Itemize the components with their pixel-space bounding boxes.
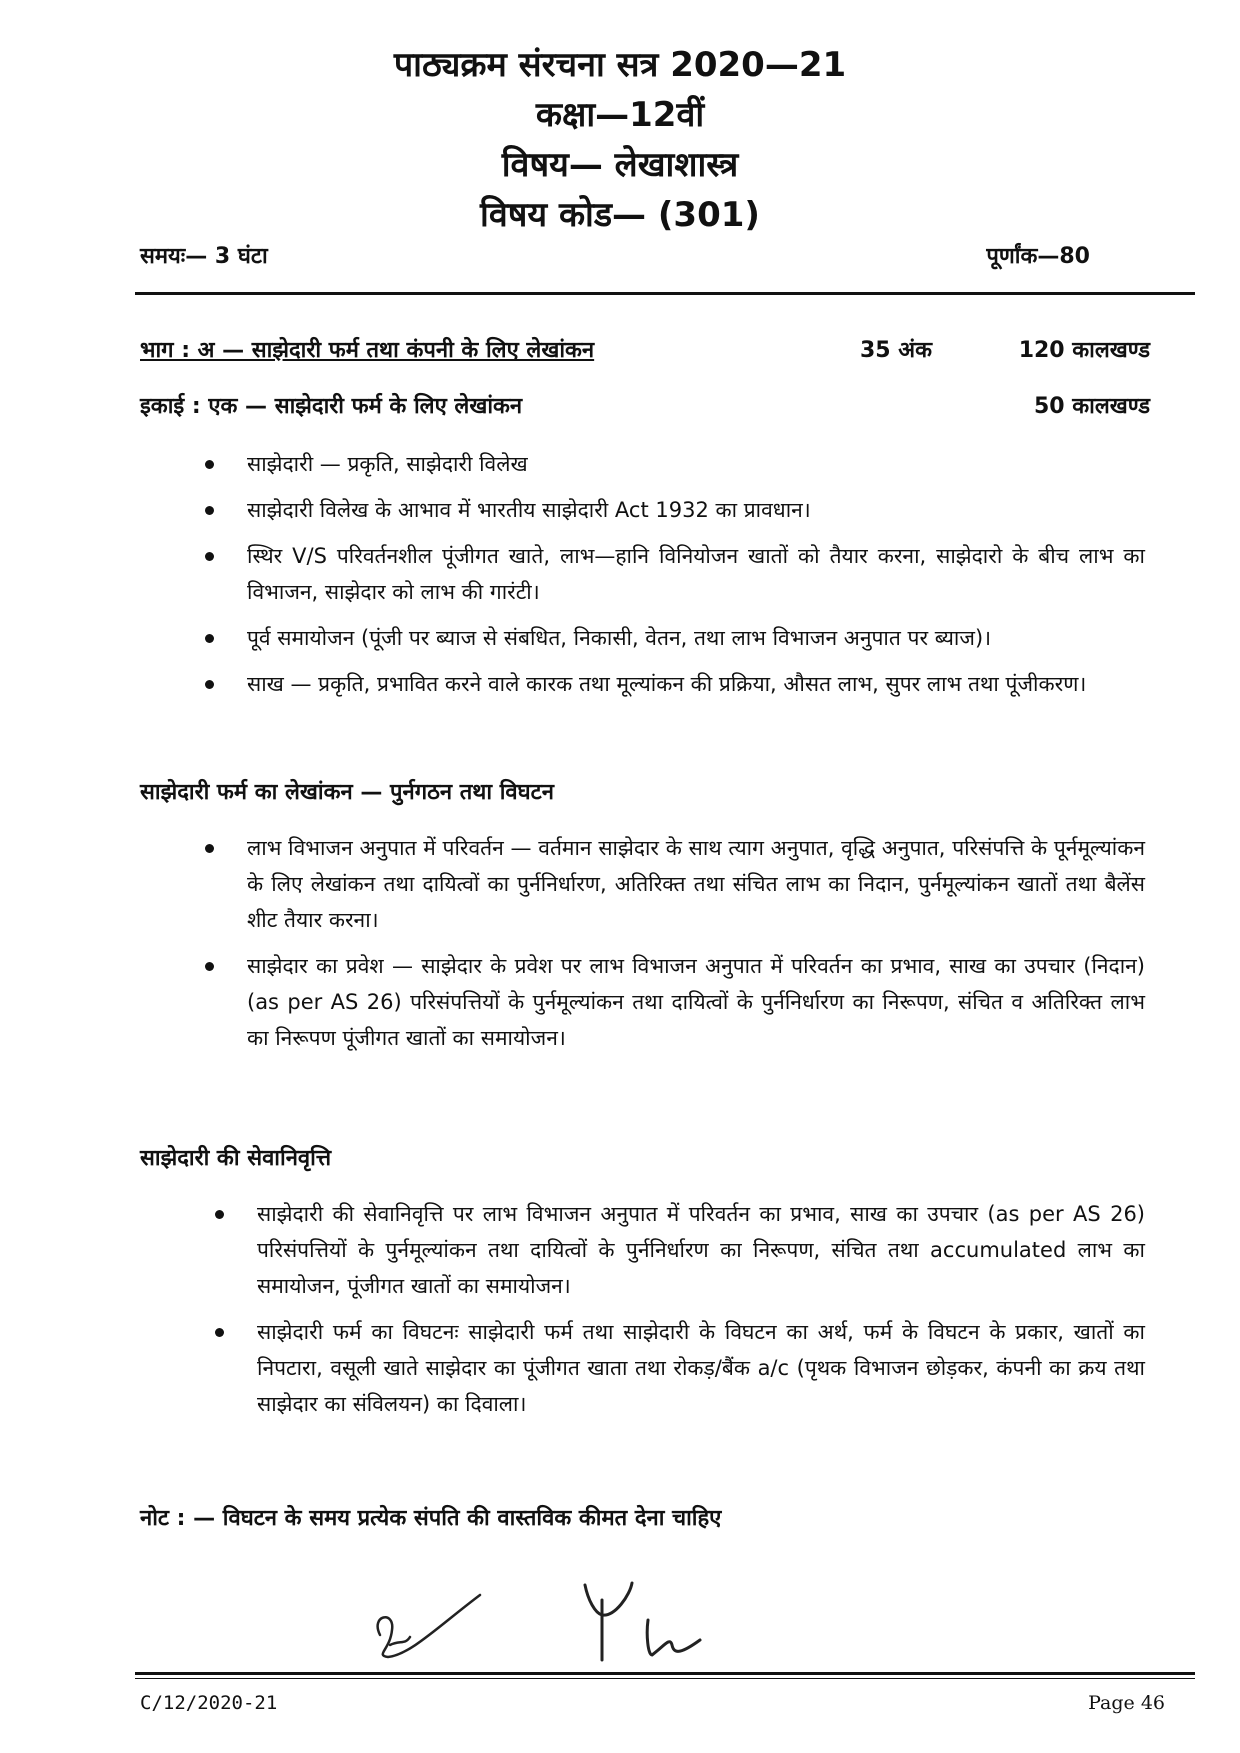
list-item: साझेदारी की सेवानिवृत्ति पर लाभ विभाजन अनुपात में परिवर्तन का प्रभाव, साख का उपचार (as per AS 26) परिसंपत्तियों के पुर्नमूल्यांकन तथा दायित्वों के पुर्ननिर्धारण का निरूपण, संचित तथा accumulated लाभ का समायोजन, पूंजीगत खातों का समायोजन। <box>215 1196 1145 1304</box>
page-number: Page 46 <box>1088 1692 1165 1714</box>
unit-1-list <box>205 446 1145 712</box>
bullet-icon <box>205 460 214 469</box>
list-item: साझेदार का प्रवेश — साझेदार के प्रवेश पर लाभ विभाजन अनुपात में परिवर्तन का प्रभाव, साख का उपचार (निदान) (as per AS 26) परिसंपत्तियों के पुर्नमूल्यांकन तथा दायित्वों के पुर्ननिर्धारण का निरूपण, संचित व अतिरिक्त लाभ का निरूपण पूंजीगत खातों का समायोजन। <box>205 948 1145 1056</box>
title-class: कक्षा—12वीं <box>535 95 705 135</box>
bullet-icon <box>205 552 214 561</box>
part-a-title: भाग : अ — साझेदारी फर्म तथा कंपनी के लिए लेखांकन <box>140 338 595 363</box>
list-item: साझेदारी विलेख के आभाव में भारतीय साझेदारी Act 1932 का प्रावधान। <box>205 492 1145 528</box>
retirement-list <box>215 1196 1145 1432</box>
title-subject-code: विषय कोड— (301) <box>480 195 760 235</box>
bullet-icon <box>205 506 214 515</box>
note-text: नोट : — विघटन के समय प्रत्येक संपति की वास्तविक कीमत देना चाहिए <box>140 1506 722 1531</box>
reconstitution-list <box>205 830 1145 1066</box>
footer-divider-thin <box>135 1678 1195 1679</box>
bullet-icon <box>215 1210 224 1219</box>
list-item: साझेदारी — प्रकृति, साझेदारी विलेख <box>205 446 1145 482</box>
signatures <box>370 1575 730 1665</box>
bullet-icon <box>205 634 214 643</box>
document-code: C/12/2020-21 <box>140 1692 278 1714</box>
unit-1-title: इकाई : एक — साझेदारी फर्म के लिए लेखांकन <box>140 394 523 419</box>
bullet-icon <box>205 680 214 689</box>
bullet-icon <box>205 962 214 971</box>
bullet-icon <box>205 844 214 853</box>
part-a-periods: 120 कालखण्ड <box>1018 338 1150 363</box>
list-item: लाभ विभाजन अनुपात में परिवर्तन — वर्तमान साझेदार के साथ त्याग अनुपात, वृद्धि अनुपात, परिसंपत्ति के पूर्नमूल्यांकन के लिए लेखांकन तथा दायित्वों का पुर्ननिर्धारण, अतिरिक्त तथा संचित लाभ का निदान, पुर्नमूल्यांकन खातों तथा बैलेंस शीट तैयार करना। <box>205 830 1145 938</box>
list-item: साख — प्रकृति, प्रभावित करने वाले कारक तथा मूल्यांकन की प्रक्रिया, औसत लाभ, सुपर लाभ तथा पूंजीकरण। <box>205 666 1145 702</box>
bullet-icon <box>215 1328 224 1337</box>
list-item: साझेदारी फर्म का विघटनः साझेदारी फर्म तथा साझेदारी के विघटन का अर्थ, फर्म के विघटन के प्रकार, खातों का निपटारा, वसूली खाते साझेदार का पूंजीगत खाता तथा रोकड़/बैंक a/c (पृथक विभाजन छोड़कर, कंपनी का क्रय तथा साझेदार का संविलयन) का दिवाला। <box>215 1314 1145 1422</box>
signature-2 <box>585 1583 700 1660</box>
signature-1 <box>378 1595 480 1657</box>
part-a-marks: 35 अंक <box>860 338 932 363</box>
retirement-heading: साझेदारी की सेवानिवृत्ति <box>140 1146 332 1171</box>
list-item: पूर्व समायोजन (पूंजी पर ब्याज से संबधित, निकासी, वेतन, तथा लाभ विभाजन अनुपात पर ब्याज)। <box>205 620 1145 656</box>
unit-1-row <box>140 390 1150 428</box>
list-item: स्थिर V/S परिवर्तनशील पूंजीगत खाते, लाभ—हानि विनियोजन खातों को तैयार करना, साझेदारो के बीच लाभ का विभाजन, साझेदार को लाभ की गारंटी। <box>205 538 1145 610</box>
exam-meta-row <box>140 240 1090 280</box>
exam-duration: समयः— 3 घंटा <box>140 244 268 269</box>
title-block <box>0 40 1240 240</box>
title-subject: विषय— लेखाशास्त्र <box>501 145 739 185</box>
footer-divider <box>135 1672 1195 1675</box>
max-marks: पूर्णांक—80 <box>986 244 1090 269</box>
reconstitution-heading: साझेदारी फर्म का लेखांकन — पुर्नगठन तथा विघटन <box>140 780 554 805</box>
unit-1-periods: 50 कालखण्ड <box>1033 394 1150 419</box>
title-curriculum-session: पाठ्यक्रम संरचना सत्र 2020—21 <box>393 45 847 85</box>
part-a-row <box>140 334 1150 372</box>
header-divider <box>135 292 1195 295</box>
